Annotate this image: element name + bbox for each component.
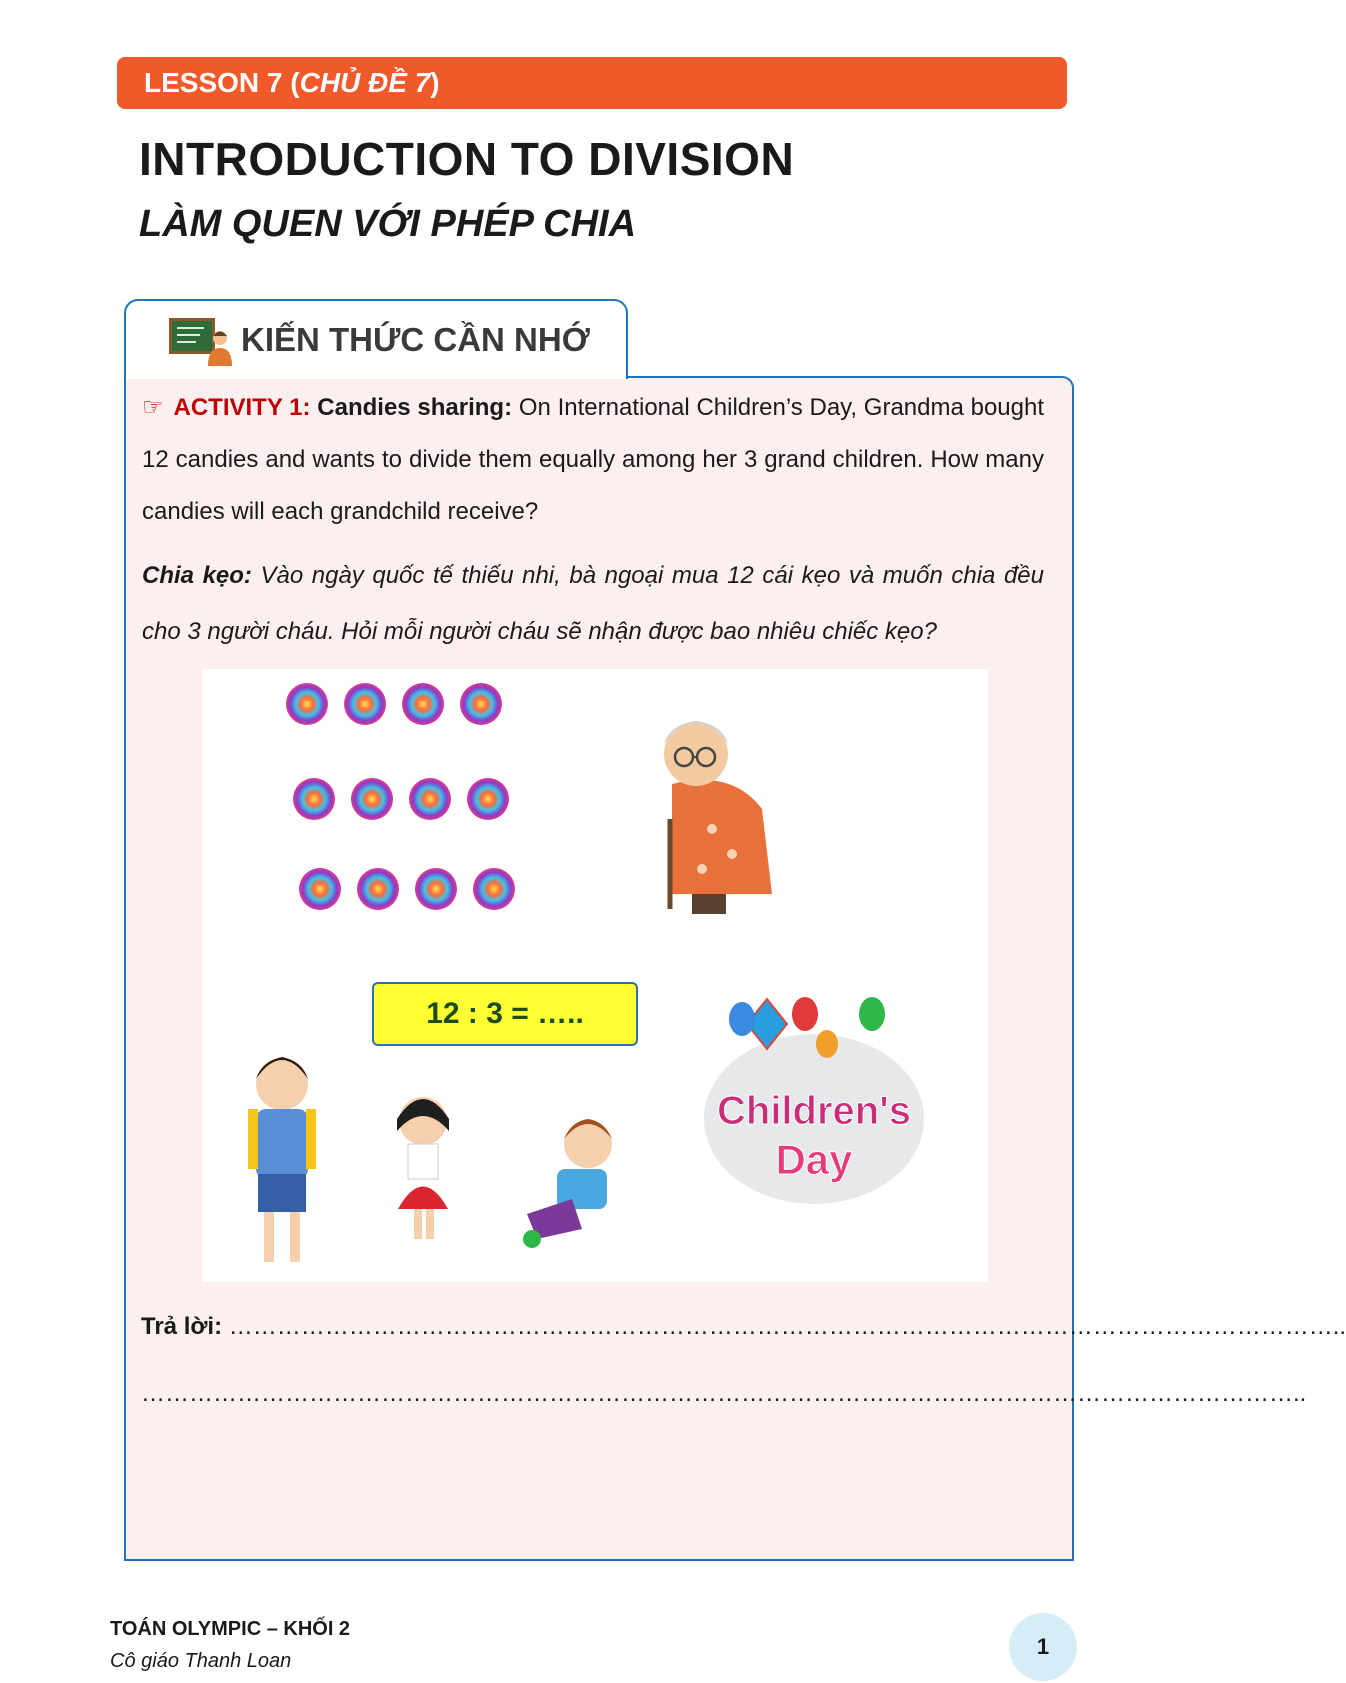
footer-course: TOÁN OLYMPIC – KHỐI 2 bbox=[110, 1618, 351, 1640]
page-subtitle: LÀM QUEN VỚI PHÉP CHIA bbox=[139, 203, 637, 245]
childrens-day-banner bbox=[704, 997, 924, 1204]
activity-text-en bbox=[142, 382, 1044, 538]
illustration-panel bbox=[202, 669, 988, 1282]
candy-icon bbox=[409, 778, 451, 820]
candy-icon bbox=[460, 683, 502, 725]
division-equation: 12 : 3 = ….. bbox=[372, 982, 638, 1046]
candy-icon bbox=[415, 868, 457, 910]
page-title: INTRODUCTION TO DIVISION bbox=[139, 133, 795, 185]
lesson-suffix: ) bbox=[430, 67, 440, 98]
sitting-boy-figure bbox=[523, 1119, 612, 1248]
candy-icon bbox=[286, 683, 328, 725]
candy-icon bbox=[299, 868, 341, 910]
section-tab-title: KIẾN THỨC CẦN NHỚ bbox=[241, 321, 590, 358]
activity-label: ACTIVITY 1: bbox=[173, 394, 311, 421]
girl-figure bbox=[397, 1097, 449, 1239]
candy-icon bbox=[402, 683, 444, 725]
activity-subtitle: Candies sharing: bbox=[317, 394, 513, 421]
banner-text-line2: Day bbox=[775, 1136, 853, 1183]
candy-icon bbox=[351, 778, 393, 820]
activity-text-vi bbox=[142, 548, 1044, 660]
banner-text-line1: Children's bbox=[717, 1089, 911, 1133]
answer-label: Trả lời: bbox=[141, 1313, 223, 1340]
boy-figure bbox=[248, 1057, 316, 1262]
answer-line-2: ……………………………………………………………………………………………………………………………….. bbox=[141, 1380, 1307, 1407]
activity-body-vi: Vào ngày quốc tế thiếu nhi, bà ngoại mua 12 cái kẹo và muốn chia đều cho 3 người cháu. Hỏi mỗi người cháu sẽ nhận được bao nhiêu chiếc kẹo? bbox=[142, 562, 1044, 645]
candy-icon bbox=[467, 778, 509, 820]
illustration-drawing bbox=[202, 669, 988, 1282]
answer-line-1 bbox=[141, 1313, 1346, 1341]
candy-icon bbox=[473, 868, 515, 910]
candy-icon bbox=[344, 683, 386, 725]
candy-icon bbox=[293, 778, 335, 820]
lesson-label bbox=[144, 67, 440, 99]
teacher-board-icon bbox=[168, 316, 232, 366]
answer-dots-1: ………………………………………………………………………………………………………………………….. bbox=[228, 1313, 1346, 1340]
candy-grid bbox=[286, 683, 515, 910]
section-tab bbox=[124, 299, 628, 379]
footer-teacher: Cô giáo Thanh Loan bbox=[110, 1650, 292, 1672]
lesson-banner bbox=[117, 57, 1067, 109]
grandma-figure bbox=[664, 721, 772, 914]
pointing-hand-icon: ☞ bbox=[142, 394, 164, 421]
activity-subtitle-vi: Chia kẹo: bbox=[142, 562, 252, 589]
candy-icon bbox=[357, 868, 399, 910]
activity-body-en: On International Children’s Day, Grandma bought 12 candies and wants to divide them equally among her 3 grand children. How many candies will each grandchild receive? bbox=[142, 394, 1045, 525]
lesson-prefix: LESSON 7 ( bbox=[144, 67, 300, 98]
page-number: 1 bbox=[1009, 1613, 1077, 1681]
lesson-topic: CHỦ ĐỀ 7 bbox=[299, 67, 431, 98]
